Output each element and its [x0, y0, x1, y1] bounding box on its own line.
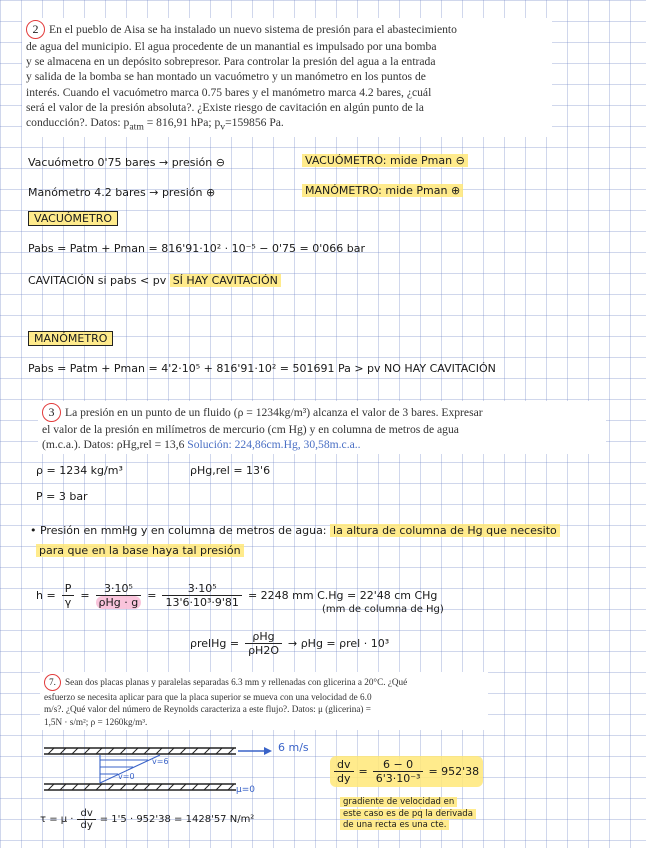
cavitation-answer-yes: SÍ HAY CAVITACIÓN [170, 274, 281, 287]
bullet-text: • Presión en mmHg y en columna de metros de agua: [30, 524, 327, 537]
p-atm-subscript: atm [129, 121, 144, 133]
problem-2-line-1: En el pueblo de Aisa se ha instalado un nuevo sistema de presión para el abastecimiento [49, 23, 457, 36]
problem-2-line-7: conducción?. Datos: p [26, 116, 130, 130]
problem-2-statement [22, 18, 552, 137]
v0-label: v=0 [118, 772, 135, 781]
problem-2-line-2: de agua del municipio. El agua procedente de un manantial es impulsado por una bomba [26, 40, 437, 53]
velocity-arrow [238, 747, 272, 755]
vac-note: VACUÓMETRO: mide Pman ⊖ [302, 154, 468, 167]
problem-2-line-6: será el valor de la presión absoluta?. ¿Existe riesgo de cavitación en algún punto de la [26, 100, 424, 114]
fraction-p-over-gamma: $\frac{P}{\gamma}$ [62, 582, 75, 609]
height-result: = 2248 mm C.Hg = 22'48 cm CHg [247, 589, 438, 602]
upper-plate [44, 748, 236, 754]
p-atm-value: = 816,91 hPa; p [143, 116, 221, 130]
p-v-subscript: v [220, 121, 226, 133]
h-equals: h = [36, 589, 56, 602]
cavitation-condition: CAVITACIÓN si pabs < pv [28, 274, 167, 287]
problem-7-line-4: 1,5N · s/m²; ρ = 1260kg/m³. [44, 716, 148, 727]
dv-dy-numeric-fraction: $\frac{6 - 0}{\text{6'3·10⁻³}}$ [373, 758, 424, 785]
problem-number-circle: 2 [26, 20, 45, 39]
tau-fraction: $\frac{dv}{dy}$ [77, 808, 95, 831]
problem-7-line-2: esfuerzo se necesita aplicar para que la placa superior se mueva con una velocidad de 6.0 [44, 692, 372, 702]
problem-number-circle: 7. [44, 674, 61, 691]
rho-value: ρ = 1234 kg/m³ [36, 464, 123, 477]
p-v-value: =159856 Pa. [225, 116, 284, 130]
lower-plate [44, 784, 236, 790]
rel-lhs: ρrelHg = [190, 637, 240, 650]
problem-3-statement [38, 401, 606, 454]
bullet-highlight-2: para que en la base haya tal presión [36, 544, 244, 557]
gradient-note-1: gradiente de velocidad en [340, 797, 457, 807]
v6-label: v=6 [152, 757, 169, 766]
rho-hg-value: ρHg,rel = 13'6 [190, 464, 271, 477]
problem-3-line-3: (m.c.a.). Datos: ρHg,rel = 13,6 [42, 438, 188, 452]
problem-7-line-3: m/s?. ¿Qué valor del número de Reynolds caracteriza a este flujo?. Datos: μ (glicerina) = [44, 704, 371, 715]
dv-dy-result: = 952'38 [428, 765, 480, 778]
mu0-label: μ=0 [236, 785, 255, 795]
manometro-formula [28, 362, 496, 375]
problem-2-line-4: y salida de la bomba se han montado un vacuómetro y un manómetro en los puntos de [26, 70, 426, 84]
gradient-note [340, 797, 476, 832]
problem-7-statement [40, 672, 488, 730]
fraction-3e5-over-rho-g: $\frac{\text{3·10⁵}}{\text{ρHg · g}}$ [96, 582, 142, 609]
tau-lhs: τ = μ · [40, 814, 74, 825]
vac-line: Vacuómetro 0'75 bares → presión ⊖ [28, 156, 225, 169]
result-note: (mm de columna de Hg) [322, 604, 444, 615]
velocity-label: 6 m/s [278, 741, 309, 754]
relative-density-equation [190, 630, 389, 657]
manometro-answer: > pv NO HAY CAVITACIÓN [354, 362, 496, 375]
vacuometro-title: VACUÓMETRO [28, 212, 118, 225]
rel-rhs: → ρHg = ρrel · 10³ [287, 637, 390, 650]
problem-3-line-2: el valor de la presión en milímetros de mercurio (cm Hg) y en columna de metros de agua [42, 423, 459, 436]
man-line: Manómetro 4.2 bares → presión ⊕ [28, 186, 216, 199]
problem-2-line-5: interés. Cuando el vacuómetro marca 0.75 bares y el manómetro marca 4.2 bares, ¿cuál [26, 85, 432, 99]
gradient-note-2: este caso es de pq la derivada [340, 809, 476, 819]
velocity-gradient: $\frac{dv}{dy}$ = $\frac{6 - 0}{\text{6'3·10⁻³}}$ = 952'38 [330, 756, 483, 787]
problem-7-line-1: Sean dos placas planas y paralelas separadas 6.3 mm y rellenadas con glicerina a 20°C. ¿Qué [65, 677, 408, 687]
problem-3-line-1: La presión en un punto de un fluido (ρ = 1234kg/m³) alcanza el valor de 3 bares. Expresar [65, 406, 483, 419]
bullet-line-1 [30, 524, 560, 537]
problem-number-circle: 3 [42, 403, 61, 422]
shear-stress-equation [40, 808, 254, 831]
vacuometro-formula: Pabs = Patm + Pman = 816'91·10² · 10⁻⁵ − 0'75 = 0'066 bar [28, 242, 366, 255]
manometro-formula-text: Pabs = Patm + Pman = 4'2·10⁵ + 816'91·10² = 501691 Pa [28, 362, 351, 375]
fraction-rho-ratio: $\frac{\text{ρHg}}{\rho H2O}$ [245, 630, 282, 657]
man-note: MANÓMETRO: mide Pman ⊕ [302, 184, 463, 197]
problem-3-solution: Solución: 224,86cm.Hg, 30,58m.c.a.. [187, 438, 361, 452]
bullet-highlight-1: la altura de columna de Hg que necesito [330, 524, 560, 537]
height-equation: h = $\frac{P}{\gamma}$ = $\frac{\text{3·10⁵}}{\text{ρHg · g}}$ = $\frac{\text{3·10⁵}}{\text{13'6·10³·9'81}}$ = 2248 mm C.Hg = 22'48 cm CHg [36, 582, 438, 609]
pressure-value: P = 3 bar [36, 490, 88, 503]
gradient-note-3: de una recta es una cte. [340, 820, 449, 830]
cavitation-line [28, 274, 281, 287]
fraction-numeric: $\frac{\text{3·10⁵}}{\text{13'6·10³·9'81}}$ [162, 582, 241, 609]
manometro-title: MANÓMETRO [28, 332, 113, 345]
tau-result: = 1'5 · 952'38 = 1428'57 N/m² [99, 814, 255, 825]
bullet-line-2 [36, 544, 244, 557]
problem-2-line-3: y se almacena en un depósito sobrepresor. Para controlar la presión del agua a la entrada [26, 55, 436, 69]
dv-dy-fraction: $\frac{dv}{dy}$ [334, 758, 354, 785]
